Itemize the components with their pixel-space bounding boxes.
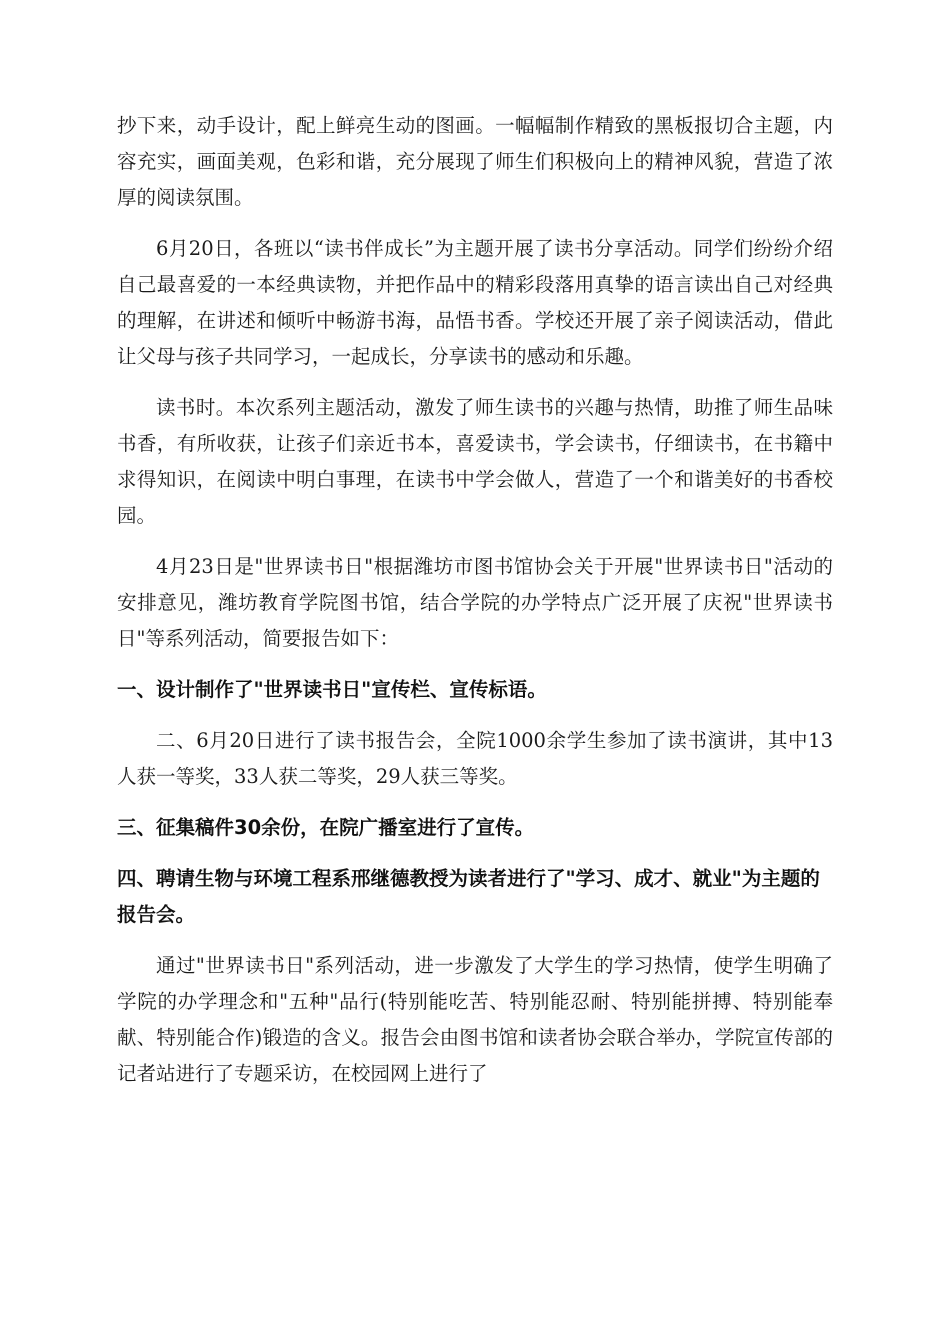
paragraph-blackboard-report: 抄下来，动手设计，配上鲜亮生动的图画。一幅幅制作精致的黑板报切合主题，内容充实，画面美观，色彩和谐，充分展现了师生们积极向上的精神风貌，营造了浓厚的阅读氛围。	[117, 114, 833, 209]
heading-item-four: 四、聘请生物与环境工程系邢继德教授为读者进行了"学习、成才、就业"为主题的报告会。	[117, 867, 820, 926]
heading-item-one: 一、设计制作了"世界读书日"宣传栏、宣传标语。	[117, 678, 547, 701]
paragraph-activity-summary: 读书时。本次系列主题活动，激发了师生读书的兴趣与热情，助推了师生品味书香，有所收获，让孩子们亲近书本，喜爱读书，学会读书，仔细读书，在书籍中求得知识，在阅读中明白事理，在读书中学会做人，营造了一个和谐美好的书香校园。	[117, 396, 833, 527]
paragraph-world-book-day-intro: 4月23日是"世界读书日"根据潍坊市图书馆协会关于开展"世界读书日"活动的安排意见，潍坊教育学院图书馆，结合学院的办学特点广泛开展了庆祝"世界读书日"等系列活动，简要报告如下：	[117, 555, 833, 650]
paragraph-reading-sharing: 6月20日，各班以“读书伴成长”为主题开展了读书分享活动。同学们纷纷介绍自己最喜爱的一本经典读物，并把作品中的精彩段落用真挚的语言读出自己对经典的理解，在讲述和倾听中畅游书海，品悟书香。学校还开展了亲子阅读活动，借此让父母与孩子共同学习，一起成长，分享读书的感动和乐趣。	[117, 237, 833, 368]
paragraph-conclusion: 通过"世界读书日"系列活动，进一步激发了大学生的学习热情，使学生明确了学院的办学理念和"五种"品行(特别能吃苦、特别能忍耐、特别能拼搏、特别能奉献、特别能合作)锻造的含义。报告会由图书馆和读者协会联合举办，学院宣传部的记者站进行了专题采访，在校园网上进行了	[117, 954, 833, 1085]
document-page	[117, 108, 833, 1107]
heading-item-three: 三、征集稿件30余份，在院广播室进行了宣传。	[117, 816, 535, 839]
paragraph-item-two: 二、6月20日进行了读书报告会，全院1000余学生参加了读书演讲，其中13人获一等奖，33人获二等奖，29人获三等奖。	[117, 729, 833, 788]
